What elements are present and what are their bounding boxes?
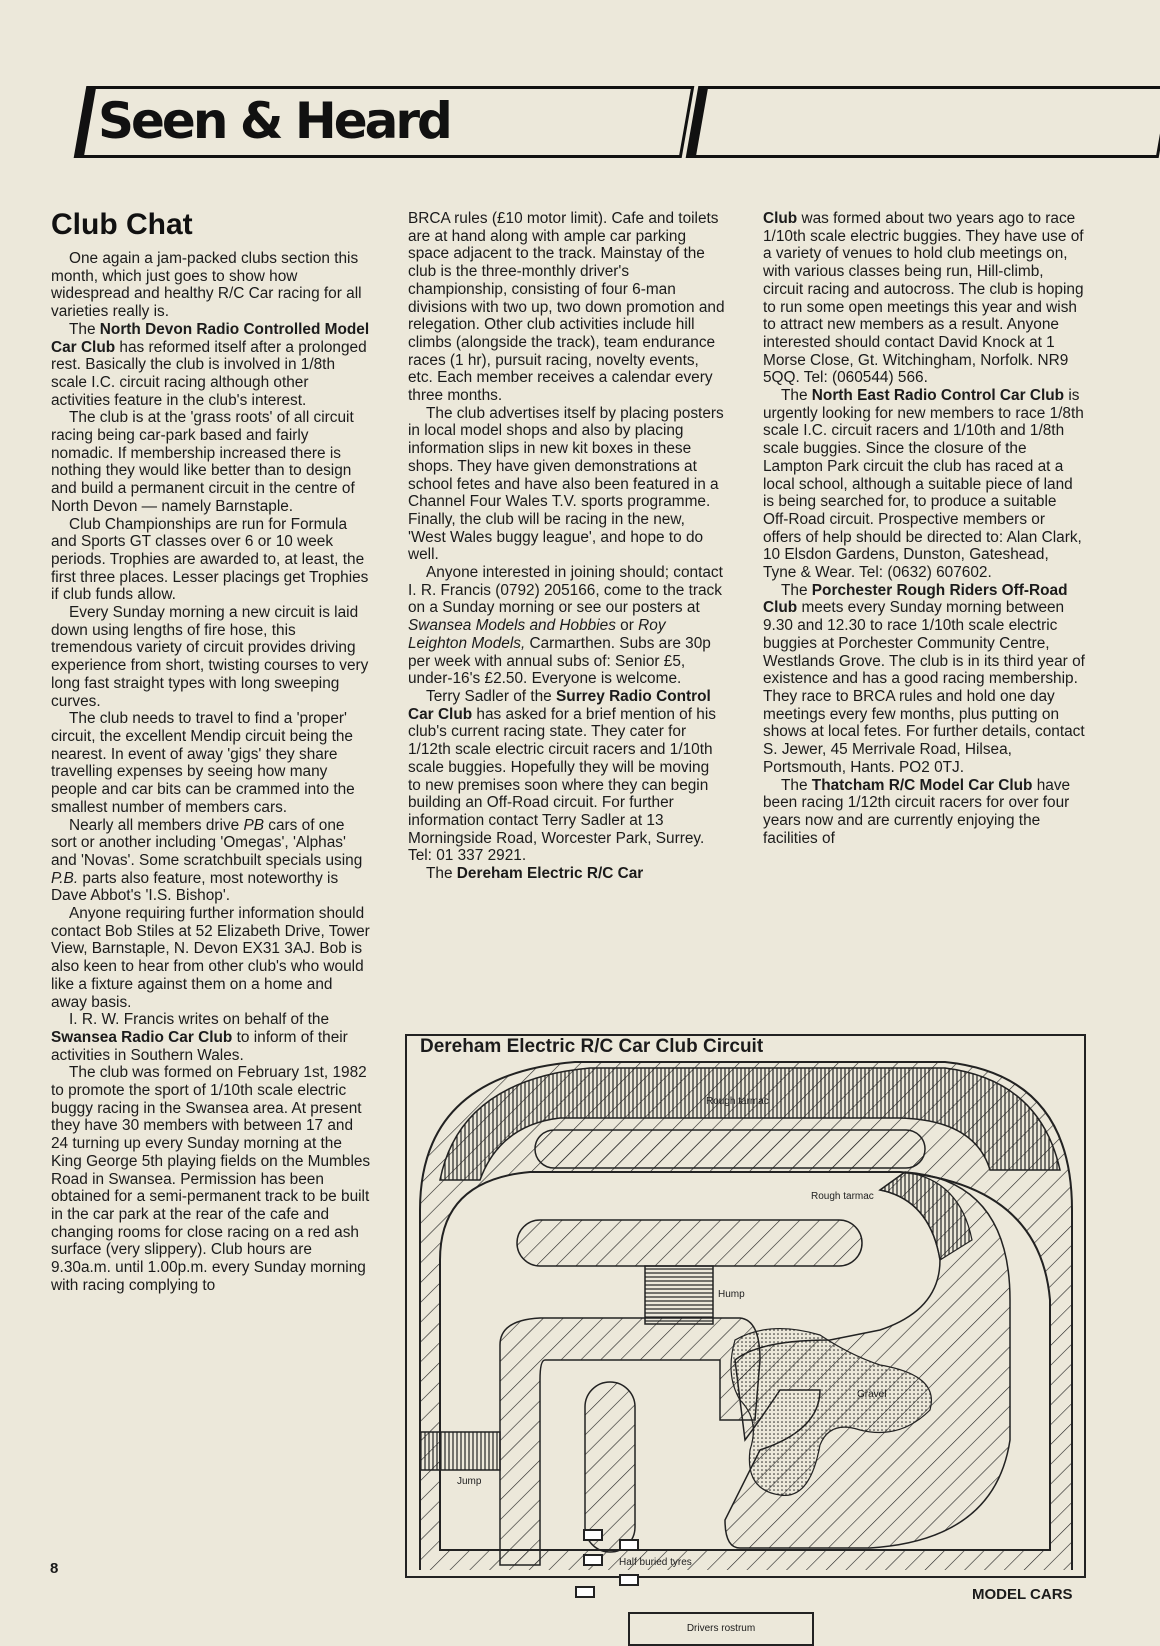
middle-straight	[517, 1220, 862, 1266]
jump	[420, 1432, 500, 1470]
label-jump: Jump	[457, 1476, 482, 1487]
inner-hairpin	[585, 1382, 635, 1552]
tyre-marker	[584, 1530, 602, 1540]
paragraph: I. R. W. Francis writes on behalf of the Swansea Radio Car Club to inform of their activities in Southern Wales.	[51, 1011, 348, 1064]
label-gravel: Gravel	[857, 1389, 887, 1400]
paragraph: Anyone requiring further information should contact Bob Stiles at 52 Elizabeth Drive, Tower View, Barnstaple, N. Devon EX31 3AJ. Bob is also keen to hear from other club's who would like a fixture against them on a home and away basis.	[51, 905, 370, 1011]
label-hump: Hump	[718, 1289, 745, 1300]
page-number: 8	[50, 1560, 59, 1577]
paragraph: The North East Radio Control Car Club is urgently looking for new members to race 1/8th scale I.C. circuit racers and 1/10th and 1/8th scale buggies. Since the closure of the Lampton Park circuit the club has raced at a local school, although a suitable piece of land is being searched for, to produce a suitable Off-Road circuit. Prospective members or offers of help should be directed to: Alan Clark, 10 Elsdon Gardens, Dunston, Gateshead, Tyne & Wear. Tel: (0632) 607602.	[763, 387, 1084, 582]
paragraph: The club is at the 'grass roots' of all circuit racing being car-park based and fairly nomadic. If membership increased there is nothing they would like better than to design and build a permanent circuit in the centre of North Devon — namely Barnstaple.	[51, 409, 355, 515]
paragraph: Terry Sadler of the Surrey Radio Control Car Club has asked for a brief mention of his club's current racing state. They cater for 1/12th scale electric circuit racers and 1/10th scale buggies. Hopefully they will be moving to new premises soon where they can begin building an Off-Road circuit. For further information contact Terry Sadler at 13 Morningside Road, Worcester Park, Surrey. Tel: 01 337 2921.	[408, 687, 716, 865]
drivers-rostrum: Drivers rostrum	[628, 1612, 814, 1646]
paragraph: One again a jam-packed clubs section this month, which just goes to show how widespread and healthy R/C Car racing for all varieties really is.	[51, 250, 362, 321]
paragraph: The Thatcham R/C Model Car Club have been racing 1/12th circuit racers for over four years now and are currently enjoying the facilities of	[763, 776, 1071, 847]
section-title: Seen & Heard	[98, 92, 450, 150]
article-heading: Club Chat	[51, 208, 193, 241]
paragraph: The Porchester Rough Riders Off-Road Club meets every Sunday morning between 9.30 and 12.30 to race 1/10th scale electric buggies at Porchester Community Centre, Westlands Grove. The club is in its third year of existence and has a good racing membership. They race to BRCA rules and hold one day meetings every few months, plus putting on shows at local fetes. For further details, contact S. Jewer, 45 Merrivale Road, Hilsea, Portsmouth, Hants. PO2 0TJ.	[763, 581, 1085, 776]
tyre-marker	[620, 1575, 638, 1585]
circuit-diagram-title: Dereham Electric R/C Car Club Circuit	[420, 1036, 764, 1057]
tyre-marker	[620, 1540, 638, 1550]
upper-straight	[535, 1130, 925, 1168]
paragraph: BRCA rules (£10 motor limit). Cafe and toilets are at hand along with ample car parking space adjacent to the track. Mainstay of the club is the three-monthly driver's championship, consisting of four 6-man divisions with two up, two down promotion and relegation. Other club activities include hill climbs (alongside the track), team endurance races (1 hr), pursuit racing, novelty events, etc. Each member receives a calendar every three months.	[408, 210, 725, 405]
paragraph: The club needs to travel to find a 'proper' circuit, the excellent Mendip circuit being the nearest. In event of away 'gigs' they share travelling expenses by seeing how many people and car bits can be crammed into the smallest number of members cars.	[51, 710, 355, 816]
label-half-buried-tyres: Half buried tyres	[619, 1557, 692, 1568]
paragraph: The Dereham Electric R/C Car	[426, 865, 644, 883]
hump	[645, 1266, 713, 1324]
paragraph: Club was formed about two years ago to race 1/10th scale electric buggies. They have use of a variety of venues to hold club meetings on, with various classes being run, Hill-climb, circuit racing and autocross. The club is hoping to run some open meetings this year and wish to attract new members as a result. Anyone interested should contact David Knock at 1 Morse Close, Gt. Witchingham, Norfolk. NR9 5QQ. Tel: (060544) 566.	[763, 210, 1084, 387]
paragraph: Every Sunday morning a new circuit is laid down using lengths of fire hose, this tremendous variety of circuit provides driving experience from short, twisting courses to very long fast straight types with long sweeping curves.	[51, 604, 369, 710]
paragraph: Nearly all members drive PB cars of one sort or another including 'Omegas', 'Alphas' and 'Novas'. Some scratchbuilt specials using P.B. parts also feature, most noteworthy is Dave Abbot's 'I.S. Bishop'.	[51, 816, 363, 905]
label-rough-tarmac-top: Rough tarmac	[706, 1096, 769, 1107]
publication-name: MODEL CARS	[972, 1586, 1073, 1603]
paragraph: The North Devon Radio Controlled Model Car Club has reformed itself after a prolonged rest. Basically the club is involved in 1/8th scale I.C. circuit racing although other activities feature in the club's interest.	[51, 320, 370, 409]
paragraph: Anyone interested in joining should; contact I. R. Francis (0792) 205166, come to the track on a Sunday morning or see our posters at Swansea Models and Hobbies or Roy Leighton Models, Carmarthen. Subs are 30p per week with annual subs of: Senior £5, under-16's £2.50. Everyone is welcome.	[408, 564, 723, 688]
label-rough-tarmac-right: Rough tarmac	[811, 1191, 874, 1202]
paragraph: Club Championships are run for Formula and Sports GT classes over 6 or 10 week periods. Trophies are awarded to, at least, the first three places. Lesser placings get Trophies if club funds allow.	[51, 515, 369, 604]
tyre-marker	[576, 1587, 594, 1597]
tyre-marker	[584, 1555, 602, 1565]
paragraph: The club advertises itself by placing posters in local model shops and also by placing information slips in new kit boxes in these shops. They have given demonstrations at school fetes and have also been featured in a Channel Four Wales T.V. sports programme. Finally, the club will be racing in the new, 'West Wales buggy league', and hope to do well.	[408, 404, 724, 564]
paragraph: The club was formed on February 1st, 1982 to promote the sport of 1/10th scale electric buggy racing in the Swansea area. At present they have 30 members with between 17 and 24 turning up every Sunday morning at the King George 5th playing fields on the Mumbles Road in Swansea. Permission has been obtained for a semi-permanent track to be built in the car park at the rear of the cafe and changing rooms for close racing on a red ash surface (very slippery). Club hours are 9.30a.m. until 1.00p.m. every Sunday morning with racing complying to	[51, 1064, 371, 1294]
